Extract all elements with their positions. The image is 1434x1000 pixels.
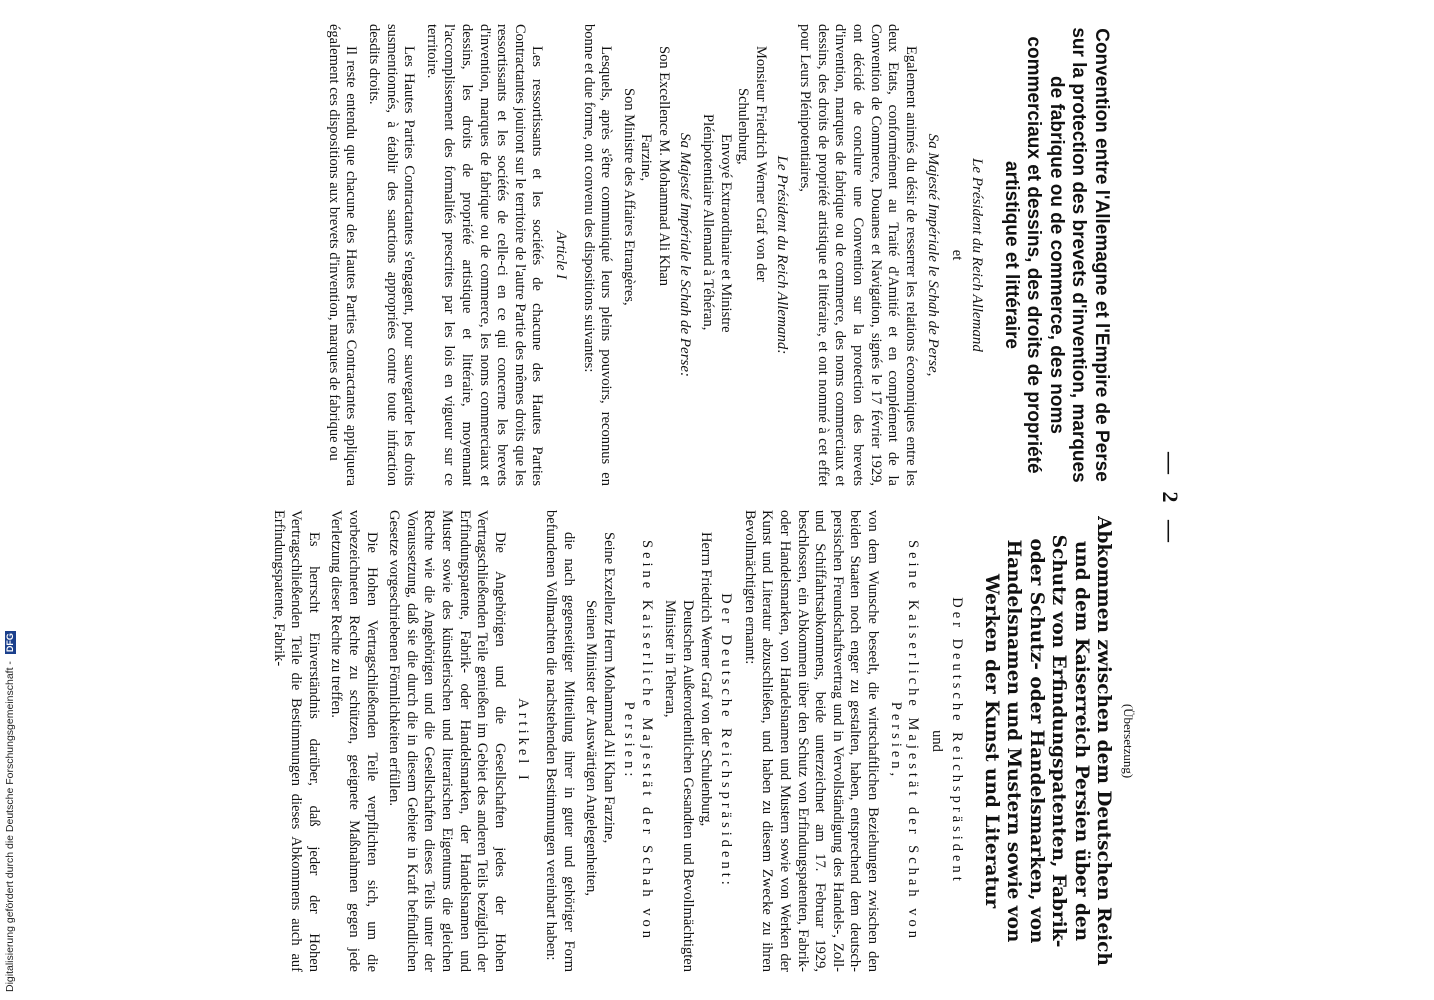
french-plenipotentiary-ir-2: Farzine, bbox=[638, 134, 655, 182]
french-plenipotentiary-de-4: Plénipotentiaire Allemand à Téhéran, bbox=[700, 114, 717, 331]
french-shah-label: Sa Majesté Impériale le Schah de Perse: bbox=[676, 132, 693, 378]
german-plenipotentiary-de-2: Deutschen Außerordentlichen Gesandten und Bevollmächtigten Minister in Teheran, bbox=[662, 600, 697, 972]
german-preamble: von dem Wunsche beseelt, die wirtschaftlichen Beziehungen zwischen den beiden Staaten noch enger zu gestalten, haben, entsprechend dem deutsch-persischen Freundschaftsvertrag und in Vervollständigung des Handels-, Zoll- und Schiffahrtsabkommens, beide unterzeichnet am 17. Februar 1929, beschlossen, ein Abkommen über den Schutz von Erfindungspatenten, Fabrik- oder Handelsmarken, von Handelsnamen und Mustern sowie von Werken der Kunst und Literatur abzuschließen, und haben zu diesem Zwecke zu ihren Bevollmächtigten ernannt: bbox=[741, 510, 882, 972]
french-plenipotentiary-ir-3: Son Ministre des Affaires Etrangères, bbox=[620, 88, 637, 306]
german-article-paragraph-2: Die Hohen Vertragschließenden Teile verpflichten sich, um die vorbezeichneten Rechte zu schützen, geeignete Maßnahmen gegen jede Verletzung dieser Rechte zu treffen. bbox=[328, 510, 380, 972]
french-plenipotentiary-de-1: Monsieur Friedrich Werner Graf von der bbox=[752, 46, 769, 282]
german-und: und bbox=[928, 730, 945, 752]
german-lesquels: die nach gegenseitiger Mitteilung ihrer in guter und gehöriger Form befundenen Vollmachten die nachstehenden Bestimmungen vereinbart haben: bbox=[542, 510, 577, 972]
french-party-2: Sa Majesté Impériale le Schah de Perse, bbox=[925, 133, 942, 377]
german-plenipotentiary-ir-2: Seinen Minister der Auswärtigen Angelegenheiten, bbox=[583, 600, 600, 896]
german-party-2: Seine Kaiserliche Majestät der Schah von Persien, bbox=[887, 540, 922, 942]
french-party-1: Le Président du Reich Allemand bbox=[969, 158, 986, 352]
german-title: Abkommen zwischen dem Deutschen Reich und dem Kaiserreich Persien über den Schutz von Erfindungspatenten, Fabrik- oder Schutz- oder Handelsmarken, von Handelsnamen und Mustern sowie von Werken der Kunst und Literatur bbox=[980, 516, 1115, 966]
french-article-paragraph-2: Les Hautes Parties Contractantes s'engagent, pour sauvegarder les droits susmentionnés, à établir des sanctions appropriées contre toute infraction desdits droits. bbox=[366, 24, 418, 486]
german-article-heading: Artikel I bbox=[515, 698, 532, 784]
french-plenipotentiary-de-3: Envoyé Extraordinaire et Ministre bbox=[717, 134, 734, 333]
french-article-paragraph-1: Les ressortissants et les sociétés de chacune des Hautes Parties Contractantes jouiront sur le territoire de l'autre Partie des mêmes droits que les ressortissants et les sociétés de celle-ci en ce qui concerne les brevets d'invention, marques de fabrique ou de commerce, les noms commerciaux et dessins, les droits de propriété artistique et littéraire, moyennant l'accomplissement des formalités prescrites par les lois en vigueur sur ce territoire. bbox=[423, 24, 546, 486]
german-plenipotentiary-de-1: Herrn Friedrich Werner Graf von der Schulenburg, bbox=[697, 532, 714, 827]
footer-text: Digitalisierung gefördert durch die Deutsche Forschungsgemeinschaft - bbox=[4, 661, 16, 992]
german-president-label: Der Deutsche Reichspräsident: bbox=[718, 593, 735, 889]
french-column bbox=[319, 24, 1137, 486]
digitization-footer bbox=[4, 631, 16, 992]
french-lesquels: Lesquels, après s'être communiqué leurs pleins pouvoirs, reconnus en bonne et due forme, ont convenu des dispositions suivantes: bbox=[580, 24, 615, 486]
page-number: — 2 — bbox=[1158, 452, 1183, 548]
german-translation-note: (Übersetzung) bbox=[1121, 703, 1136, 779]
french-preamble: Egalement animés du désir de resserrer les relations économiques entre les deux Etats, conformément au Traité d'Amitié et en complément de la Convention de Commerce, Douanes et Navigation, signés le 17 février 1929, ont décidé de conclure une Convention sur la protection des brevets d'invention, marques de fabrique ou de commerce, des noms commerciaux et dessins, des droits de propriété artistique et littéraire, et ont nommé à cet effet pour Leurs Plénipotentiaires, bbox=[797, 24, 919, 486]
german-plenipotentiary-ir-1: Seine Exzellenz Herrn Mohammad Ali Khan Farzine, bbox=[600, 532, 617, 844]
french-title: Convention entre l'Allemagne et l'Empire de Perse sur la protection des brevets d'invention, marques de fabrique ou de commerce, des noms commerciaux et dessins, des droits de propriété artistique et littéraire bbox=[1001, 27, 1112, 483]
french-plenipotentiary-ir-1: Son Excellence M. Mohammad Ali Khan bbox=[656, 46, 672, 287]
french-et: et bbox=[948, 249, 965, 261]
dfg-logo: DFG bbox=[4, 633, 15, 653]
french-article-paragraph-3: Il reste entendu que chacune des Hautes Parties Contractantes appliquera également ces dispositions aux brevets d'invention, marques de fabrique ou bbox=[325, 24, 360, 486]
german-article-paragraph-3: Es herrscht Einverständnis darüber, daß jeder der Hohen Vertragschließenden Teile die Bestimmungen dieses Abkommens auch auf Erfindungspatente, Fabrik- bbox=[270, 510, 322, 972]
german-shah-label: Seine Kaiserliche Majestät der Schah von Persien: bbox=[621, 540, 655, 942]
french-president-label: Le Président du Reich Allemand: bbox=[773, 155, 790, 355]
french-plenipotentiary-de-2: Schulenburg, bbox=[735, 88, 752, 165]
german-article-paragraph-1: Die Angehörigen und die Gesellschaften jedes der Hohen Vertragschließenden Teile genießen im Gebiet des anderen Teils bezüglich der Erfindungspatente, Fabrik- oder Handelsmarken, der Handelsnamen und Muster sowie des künstlerischen und literarischen Eigentums die gleichen Rechte wie die Angehörigen und die Gesellschaften dieses Teils unter der Voraussetzung, daß sie die durch die in diesem Gebiete in Kraft befindlichen Gesetze vorgeschriebenen Förmlichkeiten erfüllen. bbox=[386, 510, 508, 972]
document-page bbox=[137, 0, 1197, 1000]
german-column bbox=[264, 510, 1137, 972]
german-party-1: Der Deutsche Reichspräsident bbox=[949, 597, 966, 885]
french-article-heading: Article I bbox=[553, 231, 570, 279]
